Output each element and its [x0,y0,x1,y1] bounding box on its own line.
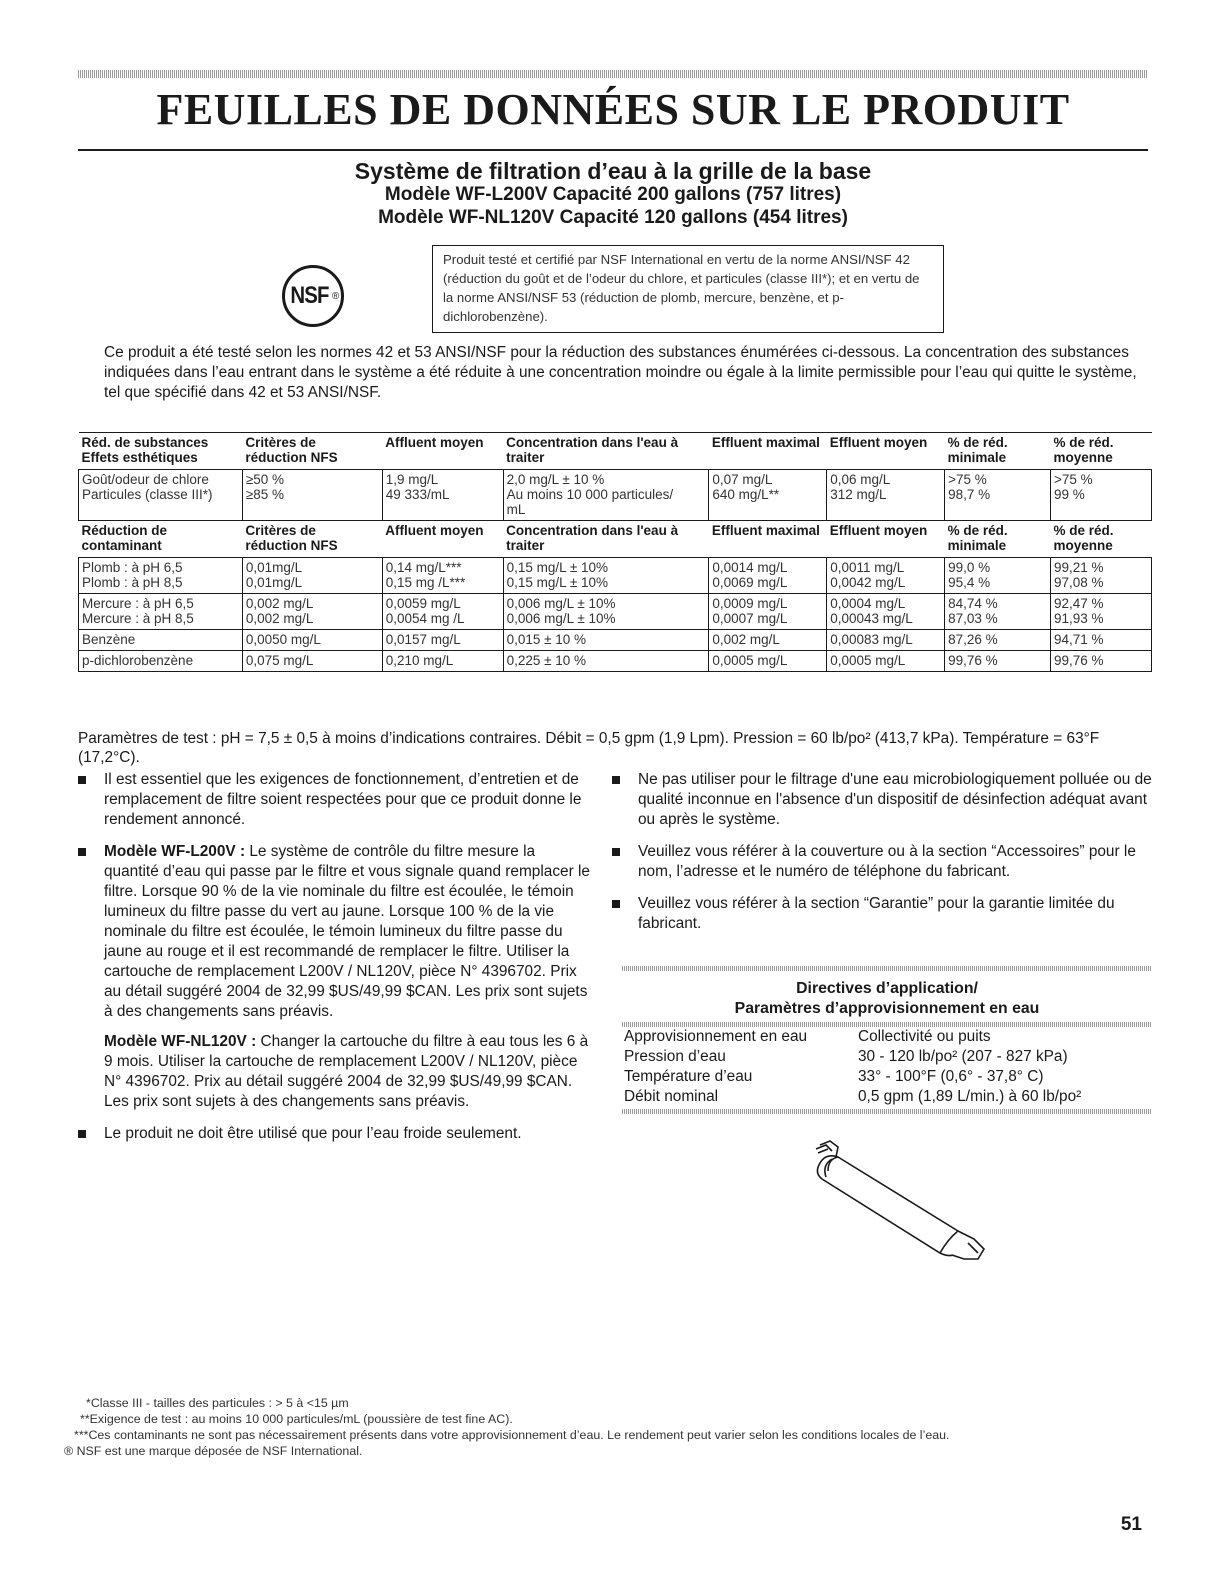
directives-table [624,1027,1152,1107]
table-cell: 0,0157 mg/L [382,630,503,651]
table-cell: 0,0005 mg/L [827,651,945,672]
table-cell: 99,21 % 97,08 % [1051,558,1152,594]
footnotes [60,1395,1150,1459]
table-cell: >75 % 98,7 % [945,470,1051,521]
title-rule [78,149,1148,151]
bullet-square-icon [612,776,620,784]
column-header: Critères de réduction NFS [245,523,338,553]
table-cell: Mercure : à pH 6,5 Mercure : à pH 8,5 [79,594,243,630]
column-header: Réduction de contaminant [81,523,168,553]
footnote: **Exigence de test : au moins 10 000 particules/mL (poussière de test fine AC). [80,1412,513,1426]
table-cell: 0,002 mg/L [709,630,827,651]
performance-table [78,432,1152,672]
column-header: % de réd. moyenne [1051,433,1152,470]
registered-mark: ® [331,290,340,302]
table-cell: 1,9 mg/L 49 333/mL [382,470,503,521]
model-line-l200v: Modèle WF-L200V Capacité 200 gallons (757 litres) [384,184,842,205]
list-item: Modèle WF-L200V : Le système de contrôle du filtre mesure la quantité d’eau qui passe par le filtre et vous signale quand remplacer le filtre. Lorsque 90 % de la vie nominale du filtre est écoulée, le témoin lumineux du filtre passe du vert au jaune. Lorsque 100 % de la vie nominale du filtre est écoulée, le témoin lumineux du filtre passe du jaune au rouge et il est recommandé de remplacer le filtre. Utiliser la cartouche de remplacement L200V / NL120V, pièce N° 4396702. Prix au détail suggéré 2004 de 32,99 $US/49,99 $CAN. Les prix sont sujets à des changements sans préavis. [78,842,593,1022]
column-header: Affluent moyen [385,523,484,538]
column-header: Concentration dans l'eau à traiter [503,433,709,470]
column-header: % de réd. minimale [945,433,1051,470]
table-cell: >75 % 99 % [1051,470,1152,521]
table-cell: Benzène [79,630,243,651]
table-cell: 0,210 mg/L [382,651,503,672]
table-cell: 2,0 mg/L ± 10 % Au moins 10 000 particules/ mL [503,470,709,521]
column-header: Effluent moyen [829,523,928,538]
table-header-row [79,433,1152,470]
table-cell: 92,47 % 91,93 % [1051,594,1152,630]
table-cell: 94,71 % [1051,630,1152,651]
test-parameters: Paramètres de test : pH = 7,5 ± 0,5 à moins d’indications contraires. Débit = 0,5 gpm (1,9 Lpm). Pression = 60 lb/po² (413,7 kPa). Température = 63°F (17,2°C). [78,730,1100,766]
page-title: FEUILLES DE DONNÉES SUR LE PRODUIT [156,85,1070,134]
table-cell: 99,76 % [1051,651,1152,672]
table-row: Approvisionnement en eau Collectivité ou puits [624,1028,991,1045]
table-cell: 0,15 mg/L ± 10% 0,15 mg/L ± 10% [503,558,709,594]
table-cell: 0,006 mg/L ± 10% 0,006 mg/L ± 10% [503,594,709,630]
table-header-row [79,521,1152,558]
table-row [79,594,1152,630]
column-header: Réd. de substances Effets esthétiques [79,433,243,470]
bullet-square-icon [78,1130,86,1138]
directives-title: Directives d’application/ [796,980,978,997]
certification-box: Produit testé et certifié par NSF International en vertu de la norme ANSI/NSF 42 (réduction du goût et de l’odeur du chlore, et particules (classe III*); et en vertu de la norme ANSI/NSF 53 (réduction de plomb, mercure, benzène, et p-dichlorobenzène). [432,245,944,333]
table-row [79,651,1152,672]
column-header: Affluent moyen [382,433,503,470]
column-header: Effluent moyen [827,433,945,470]
section-subtitle: Système de filtration d’eau à la grille de la base [354,158,872,184]
column-header: Critères de réduction NFS [242,433,382,470]
table-cell: 0,06 mg/L 312 mg/L [827,470,945,521]
table-cell: 0,0009 mg/L 0,0007 mg/L [709,594,827,630]
table-row: Débit nominal 0,5 gpm (1,89 L/min.) à 60 lb/po² [624,1088,1082,1105]
table-row: Pression d’eau 30 - 120 lb/po² (207 - 827 kPa) [624,1048,1068,1065]
table-cell: Plomb : à pH 6,5 Plomb : à pH 8,5 [79,558,243,594]
left-bullet-list [78,770,593,1156]
table-cell: 0,0005 mg/L [709,651,827,672]
list-item: Veuillez vous référer à la section “Garantie” pour la garantie limitée du fabricant. [612,894,1152,934]
table-cell: 87,26 % [945,630,1051,651]
table-cell: 0,015 ± 10 % [503,630,709,651]
table-cell: 0,002 mg/L 0,002 mg/L [242,594,382,630]
list-item: Veuillez vous référer à la couverture ou à la section “Accessoires” pour le nom, l’adresse et le numéro de téléphone du fabricant. [612,842,1152,882]
model-line-nl120v: Modèle WF-NL120V Capacité 120 gallons (454 litres) [378,207,848,228]
directives-bottom-rule [622,1109,1152,1114]
column-header: % de réd. minimale [947,523,1008,553]
list-item: Ne pas utiliser pour le filtrage d'une eau microbiologiquement polluée ou de qualité inconnue en l'absence d'un dispositif de désinfection adéquat avant ou après le système. [612,770,1152,830]
column-header: Concentration dans l'eau à traiter [506,523,679,553]
table-cell: 0,075 mg/L [242,651,382,672]
table-cell: p-dichlorobenzène [79,651,243,672]
nsf-logo [282,265,344,327]
bullet-square-icon [612,848,620,856]
table-cell: Goût/odeur de chlore Particules (classe III*) [79,470,243,521]
table-cell: 0,0059 mg/L 0,0054 mg /L [382,594,503,630]
footnote: ® NSF est une marque déposée de NSF International. [64,1444,363,1458]
bullet-square-icon [78,776,86,784]
page-number: 51 [1120,1514,1142,1535]
right-bullet-list [612,770,1152,946]
table-cell: 0,0004 mg/L 0,00043 mg/L [827,594,945,630]
footnote: ***Ces contaminants ne sont pas nécessairement présents dans votre approvisionnement d’eau. Le rendement peut varier selon les conditions locales de l’eau. [74,1428,950,1442]
table-cell: 0,0050 mg/L [242,630,382,651]
list-item: Il est essentiel que les exigences de fonctionnement, d’entretien et de remplacement de filtre soient respectées pour que ce produit donne le rendement annoncé. [78,770,593,830]
table-row [79,558,1152,594]
column-header: % de réd. moyenne [1053,523,1114,553]
table-row [79,470,1152,521]
bullet-square-icon [78,848,86,856]
list-item: Le produit ne doit être utilisé que pour l’eau froide seulement. [78,1124,593,1144]
top-dotted-rule [78,70,1148,78]
table-cell: ≥50 % ≥85 % [242,470,382,521]
column-header: Effluent maximal [709,433,827,470]
column-header: Effluent maximal [711,523,820,538]
table-cell: 99,0 % 95,4 % [945,558,1051,594]
table-cell: 0,225 ± 10 % [503,651,709,672]
directives-subtitle: Paramètres d’approvisionnement en eau [734,1000,1040,1017]
nsf-logo-text: NSF [290,282,329,309]
list-item-continuation: Modèle WF-NL120V : Changer la cartouche du filtre à eau tous les 6 à 9 mois. Utiliser la cartouche de remplacement L200V / NL120V, pièce N° 4396702. Prix au détail suggéré 2004 de 32,99 $US/49,99 $CAN. Les prix sont sujets à des changements sans préavis. [104,1033,589,1110]
directives-top-rule [622,966,1152,971]
table-cell: 0,00083 mg/L [827,630,945,651]
table-row [79,630,1152,651]
table-row: Température d’eau 33° - 100°F (0,6° - 37,8° C) [624,1068,1044,1085]
table-cell: 0,07 mg/L 640 mg/L** [709,470,827,521]
footnote: *Classe III - tailles des particules : > 5 à <15 µm [86,1396,349,1410]
bullet-square-icon [612,900,620,908]
table-cell: 0,0011 mg/L 0,0042 mg/L [827,558,945,594]
filter-cartridge-illustration [808,1135,998,1265]
table-cell: 0,0014 mg/L 0,0069 mg/L [709,558,827,594]
table-cell: 0,14 mg/L*** 0,15 mg /L*** [382,558,503,594]
table-cell: 99,76 % [945,651,1051,672]
table-cell: 0,01mg/L 0,01mg/L [242,558,382,594]
intro-paragraph: Ce produit a été testé selon les normes 42 et 53 ANSI/NSF pour la réduction des substances énumérées ci-dessous. La concentration des substances indiquées dans l’eau entrant dans le système a été réduite à une concentration moindre ou égale à la limite permissible pour l’eau qui quitte le système, tel que spécifié dans 42 et 53 ANSI/NSF. [104,344,1137,401]
table-cell: 84,74 % 87,03 % [945,594,1051,630]
